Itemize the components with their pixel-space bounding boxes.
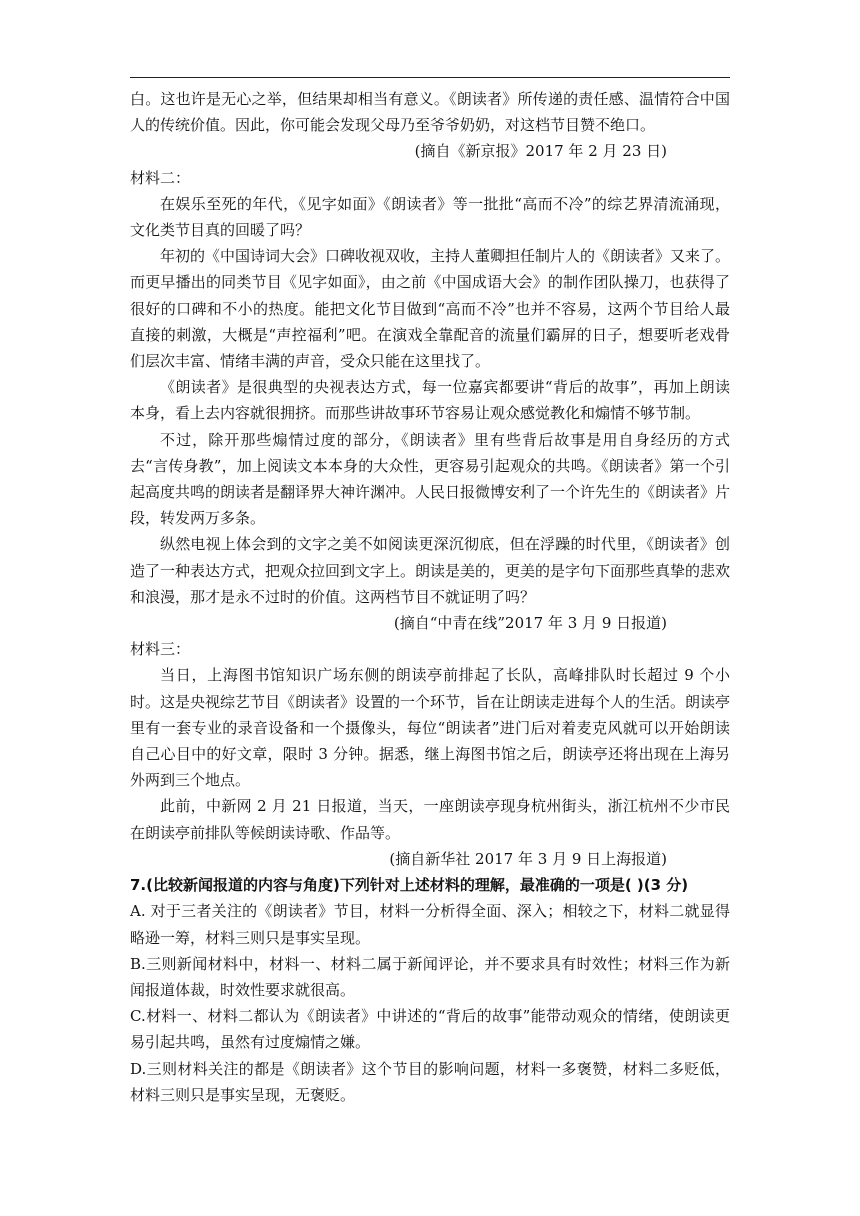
option-d: D.三则材料关注的都是《朗读者》这个节目的影响问题，材料一多褒赞，材料二多贬低，材料三则只是事实呈现，无褒贬。 [130, 1059, 730, 1104]
document-body [130, 86, 730, 1108]
option-c: C.材料一、材料二都认为《朗读者》中讲述的“背后的故事”能带动观众的情绪，使朗读更易引起共鸣，虽然有过度煽情之嫌。 [130, 1007, 730, 1052]
material-2-paragraph-5: 纵然电视上体会到的文字之美不如阅读更深沉彻底，但在浮躁的时代里，《朗读者》创造了一种表达方式，把观众拉回到文字上。朗读是美的，更美的是字句下面那些真挚的悲欢和浪漫，那才是永不过时的价值。这两档节目不就证明了吗？ [130, 535, 731, 606]
material-2-paragraph-1: 在娱乐至死的年代，《见字如面》《朗读者》等一批批“高而不冷”的综艺界清流涌现，文化类节目真的回暖了吗？ [130, 194, 730, 240]
source-citation-1: (摘自《新京报》2017 年 2 月 23 日) [414, 142, 667, 161]
intro-paragraph: 白。这也许是无心之举，但结果却相当有意义。《朗读者》所传递的责任感、温情符合中国人的传统价值。因此，你可能会发现父母乃至爷爷奶奶，对这档节目赞不绝口。 [130, 90, 730, 135]
material-2-paragraph-4: 不过，除开那些煽情过度的部分，《朗读者》里有些背后故事是用自身经历的方式去“言传身教”，加上阅读文本本身的大众性，更容易引起观众的共鸣。《朗读者》第一个引起高度共鸣的朗读者是翻译界大神许渊冲。人民日报微博安利了一个许先生的《朗读者》片段，转发两万多条。 [130, 430, 731, 528]
source-citation-2: (摘自“中青在线”2017 年 3 月 9 日报道) [393, 614, 667, 633]
material-2-paragraph-2: 年初的《中国诗词大会》口碑收视双收，主持人董卿担任制片人的《朗读者》又来了。而更早播出的同类节目《见字如面》，由之前《中国成语大会》的制作团队操刀，也获得了很好的口碑和不小的热度。能把文化节目做到“高而不冷”也并不容易，这两个节目给人最直接的刺激，大概是“声控福利”吧。在演戏全靠配音的流量们霸屏的日子，想要听老戏骨们层次丰富、情绪丰满的声音，受众只能在这里找了。 [130, 247, 731, 371]
header-rule [130, 77, 730, 78]
material-3-paragraph-2: 此前，中新网 2 月 21 日报道，当天，一座朗读亭现身杭州街头，浙江杭州不少市民在朗读亭前排队等候朗读诗歌、作品等。 [130, 797, 730, 842]
option-a: A. 对于三者关注的《朗读者》节目，材料一分析得全面、深入；相较之下，材料二就显得略逊一筹，材料三则只是事实呈现。 [130, 902, 730, 947]
source-citation-3: (摘自新华社 2017 年 3 月 9 日上海报道) [389, 849, 667, 868]
question-7: 7.(比较新闻报道的内容与角度)下列针对上述材料的理解，最准确的一项是( )(3 分) [130, 876, 689, 895]
material-3-label: 材料三： [130, 640, 191, 659]
material-2-paragraph-3: 《朗读者》是很典型的央视表达方式，每一位嘉宾都要讲“背后的故事”，再加上朗读本身，看上去内容就很拥挤。而那些讲故事环节容易让观众感觉教化和煽情不够节制。 [130, 378, 730, 423]
option-b: B.三则新闻材料中，材料一、材料二属于新闻评论，并不要求具有时效性；材料三作为新闻报道体裁，时效性要求就很高。 [130, 954, 730, 999]
material-2-label: 材料二： [130, 168, 191, 187]
material-3-paragraph-1: 当日，上海图书馆知识广场东侧的朗读亭前排起了长队，高峰排队时长超过 9 个小时。这是央视综艺节目《朗读者》设置的一个环节，旨在让朗读走进每个人的生活。朗读亭里有一套专业的录音设备和一个摄像头，每位“朗读者”进门后对着麦克风就可以开始朗读自己心目中的好文章，限时 3 分钟。据悉，继上海图书馆之后，朗读亭还将出现在上海另外两到三个地点。 [130, 666, 731, 790]
